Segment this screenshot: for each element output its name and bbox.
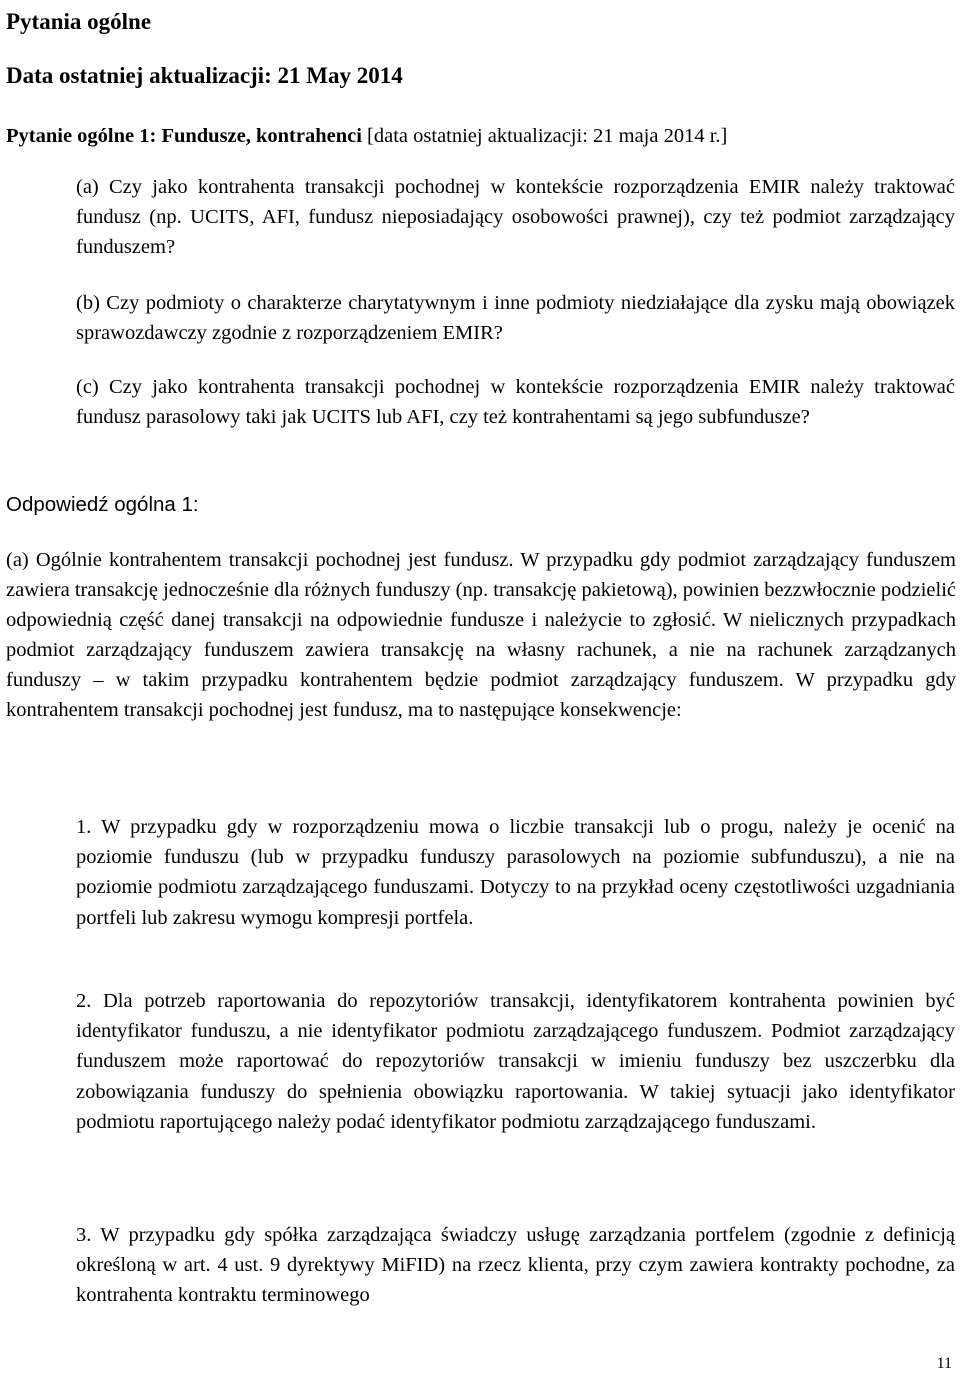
question-label: Pytanie ogólne 1: Fundusze, kontrahenci xyxy=(6,125,362,147)
question-date-note: [data ostatniej aktualizacji: 21 maja 2014 r.] xyxy=(367,125,728,147)
answer-list-item-2: 2. Dla potrzeb raportowania do repozytoriów transakcji, identyfikatorem kontrahenta powinien być identyfikator funduszu, a nie identyfikator podmiotu zarządzającego funduszem. Podmiot zarządzający funduszem może raportować do repozytoriów transakcji w imieniu funduszy bez uszczerbku dla zobowiązania funduszy do spełnienia obowiązku raportowania. W takiej sytuacji jako identyfikator podmiotu raportującego należy podać identyfikator podmiotu zarządzającego funduszami. xyxy=(76,990,955,1133)
answer-a-paragraph: (a) Ogólnie kontrahentem transakcji pochodnej jest fundusz. W przypadku gdy podmiot zarządzający funduszem zawiera transakcję jednocześnie dla różnych funduszy (np. transakcję pakietową), powinien bezzwłocznie podzielić odpowiednią część danej transakcji na odpowiednie fundusze i należycie to zgłosić. W nielicznych przypadkach podmiot zarządzający funduszem zawiera transakcję na własny rachunek, a nie na rachunek zarządzanych funduszy – w takim przypadku kontrahentem będzie podmiot zarządzający funduszem. W przypadku gdy kontrahentem transakcji pochodnej jest fundusz, ma to następujące konsekwencje: xyxy=(6,549,956,722)
page-number: 11 xyxy=(936,1355,952,1372)
last-updated-date: Data ostatniej aktualizacji: 21 May 2014 xyxy=(6,63,403,88)
question-b: (b) Czy podmioty o charakterze charytatywnym i inne podmioty niedziałające dla zysku mają obowiązek sprawozdawczy zgodnie z rozporządzeniem EMIR? xyxy=(76,292,955,344)
page-title: Pytania ogólne xyxy=(6,9,152,34)
answer-list-item-3: 3. W przypadku gdy spółka zarządzająca świadczy usługę zarządzania portfelem (zgodnie z definicją określoną w art. 4 ust. 9 dyrektywy MiFID) na rzecz klienta, przy czym zawiera kontrakty pochodne, za kontrahenta kontraktu terminowego xyxy=(76,1224,955,1307)
question-a: (a) Czy jako kontrahenta transakcji pochodnej w kontekście rozporządzenia EMIR należy traktować fundusz (np. UCITS, AFI, fundusz nieposiadający osobowości prawnej), czy też podmiot zarządzający funduszem? xyxy=(76,176,955,258)
question-heading xyxy=(6,118,727,154)
answer-list-item-1: 1. W przypadku gdy w rozporządzeniu mowa o liczbie transakcji lub o progu, należy je ocenić na poziomie funduszu (lub w przypadku funduszy parasolowych na poziomie subfunduszu), a nie na poziomie podmiotu zarządzającego funduszami. Dotyczy to na przykład oceny częstotliwości uzgadniania portfeli lub zakresu wymogu kompresji portfela. xyxy=(76,816,955,929)
answer-heading: Odpowiedź ogólna 1: xyxy=(6,493,199,516)
question-c: (c) Czy jako kontrahenta transakcji pochodnej w kontekście rozporządzenia EMIR należy traktować fundusz parasolowy taki jak UCITS lub AFI, czy też kontrahentami są jego subfundusze? xyxy=(76,376,955,428)
